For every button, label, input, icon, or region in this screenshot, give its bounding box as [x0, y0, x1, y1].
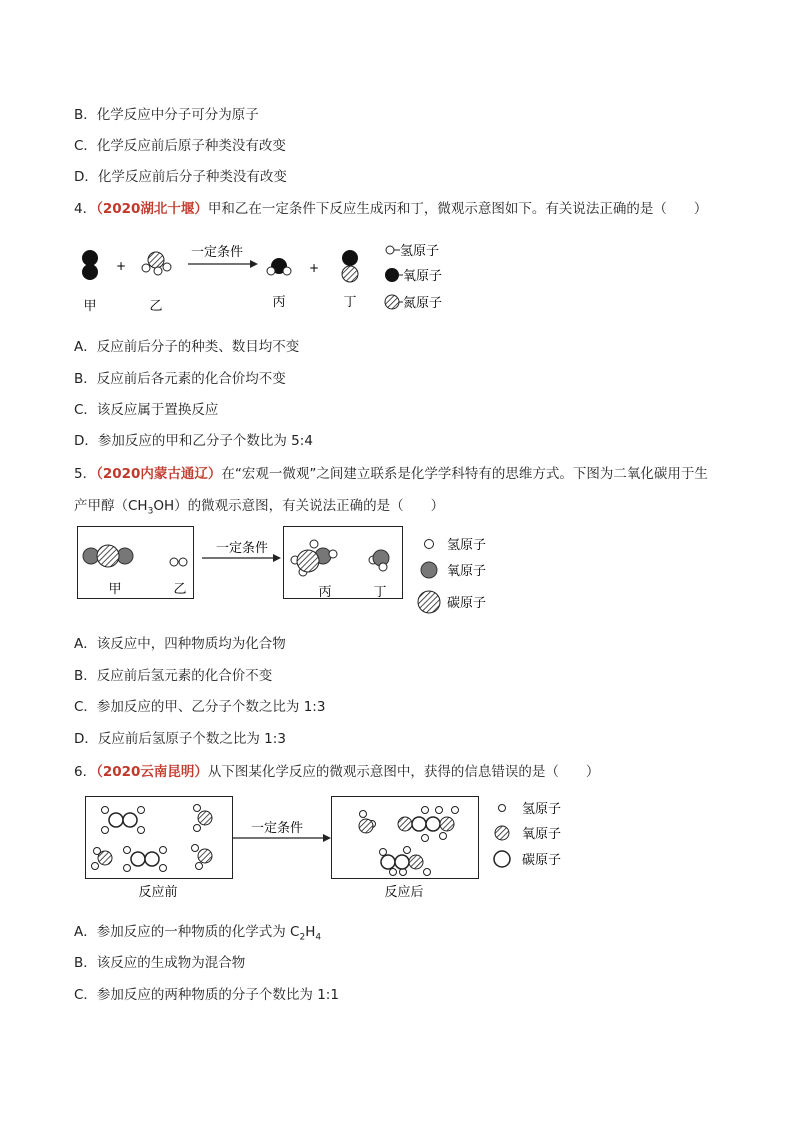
- q4-label-yi: 乙: [149, 299, 163, 314]
- q5-label-ding: 丁: [373, 585, 387, 600]
- q4-label-ding: 丁: [343, 295, 357, 310]
- q6-legend-c: 碳原子: [522, 853, 562, 868]
- q6-molecule-h2o-2: [92, 848, 113, 870]
- q6-arrow-label: 一定条件: [250, 821, 304, 836]
- q5-stem-part-b: OH）的微观示意图，有关说法正确的是（ ）: [153, 498, 445, 514]
- q5-stem-line2: [74, 494, 444, 517]
- q6-label-after: 反应后: [384, 885, 424, 900]
- q5-molecule-yi: [170, 558, 187, 566]
- q4-stem-text: 甲和乙在一定条件下反应生成丙和丁，微观示意图如下。有关说法正确的是（ ）: [207, 201, 708, 217]
- q4-option-a: A．反应前后分子的种类、数目均不变: [74, 339, 300, 355]
- q6-stem-text: 从下图某化学反应的微观示意图中，获得的信息错误的是（ ）: [207, 764, 600, 780]
- q5-legend-o: 氧原子: [447, 564, 487, 579]
- q6-option-a-text: A．参加反应的一种物质的化学式为 C: [74, 924, 300, 940]
- q4-label-jia: 甲: [83, 299, 97, 314]
- q3-option-d: D．化学反应前后分子种类没有改变: [74, 169, 287, 185]
- q4-option-c: C．该反应属于置换反应: [74, 402, 219, 418]
- q6-molecule-product-3: [380, 847, 431, 876]
- q5-stem-text: 在“宏观一微观”之间建立联系是化学学科特有的思维方式。下图为二氧化碳用于生: [221, 466, 708, 482]
- q5-label-bing: 丙: [318, 585, 332, 600]
- q5-molecule-bing: [291, 540, 337, 576]
- q5-option-b: B．反应前后氢元素的化合价不变: [74, 668, 273, 684]
- q6-option-a-h: H: [305, 924, 316, 940]
- q6-legend: [494, 802, 561, 868]
- q5-stem-part-a: 产甲醇（CH: [74, 498, 148, 514]
- q4-option-d: D．参加反应的甲和乙分子个数比为 5:4: [74, 433, 313, 449]
- q4-diagram: [74, 236, 494, 326]
- q5-legend: [418, 538, 486, 613]
- q6-molecule-product-2: [398, 807, 459, 842]
- q5-source: （2020内蒙古通辽）: [96, 466, 222, 482]
- q4-option-b: B．反应前后各元素的化合价均不变: [74, 371, 286, 387]
- q4-molecule-yi: [142, 252, 171, 275]
- q5-stem-subscript: 3: [147, 506, 154, 517]
- q5-number: 5．: [74, 466, 97, 482]
- q4-stem: [74, 197, 707, 217]
- q6-molecule-c2h4-1: [102, 807, 145, 834]
- q6-number: 6．: [74, 764, 97, 780]
- q6-stem: [74, 760, 599, 780]
- q6-label-before: 反应前: [138, 885, 178, 900]
- q4-arrow-label: 一定条件: [190, 245, 244, 260]
- q6-molecule-h2o-1: [194, 805, 213, 832]
- q6-option-a-sub1: 2: [299, 932, 306, 943]
- q5-molecule-jia: [83, 545, 133, 567]
- q4-plus-2: +: [308, 261, 320, 275]
- q4-legend: [385, 244, 442, 311]
- q4-source: （2020湖北十堰）: [96, 201, 208, 217]
- q4-legend-h: 氢原子: [400, 244, 440, 259]
- q5-diagram: [77, 526, 517, 616]
- q6-option-c: C．参加反应的两种物质的分子个数比为 1:1: [74, 987, 339, 1003]
- q4-molecule-jia: [82, 250, 98, 280]
- q5-legend-h: 氢原子: [447, 538, 487, 553]
- q6-option-b: B．该反应的生成物为混合物: [74, 955, 246, 971]
- q5-stem-line1: [74, 462, 708, 482]
- q5-legend-c: 碳原子: [447, 596, 487, 611]
- q5-arrow-label: 一定条件: [215, 541, 269, 556]
- q3-option-b: B．化学反应中分子可分为原子: [74, 107, 259, 123]
- q5-option-a: A．该反应中，四种物质均为化合物: [74, 636, 286, 652]
- q6-option-a-sub2: 4: [315, 932, 322, 943]
- q6-molecule-h2o-3: [192, 845, 213, 870]
- q6-molecule-c2h4-2: [124, 847, 167, 872]
- q5-label-jia: 甲: [108, 582, 122, 597]
- q5-molecule-ding: [369, 550, 389, 571]
- q6-option-a: [74, 920, 321, 943]
- q6-source: （2020云南昆明）: [96, 764, 208, 780]
- q4-molecule-bing: [267, 258, 291, 275]
- q4-plus-1: +: [115, 259, 127, 273]
- q3-option-c: C．化学反应前后原子种类没有改变: [74, 138, 286, 154]
- q4-label-bing: 丙: [272, 295, 286, 310]
- q6-molecule-product-1: [359, 811, 376, 834]
- q6-diagram: [85, 796, 585, 906]
- q5-option-d: D．反应前后氢原子个数之比为 1:3: [74, 731, 286, 747]
- q6-legend-o: 氧原子: [522, 827, 562, 842]
- q4-legend-o: 氧原子: [403, 269, 443, 284]
- q4-number: 4．: [74, 201, 97, 217]
- q4-molecule-ding: [342, 250, 358, 282]
- q6-legend-h: 氢原子: [522, 802, 562, 817]
- q5-label-yi: 乙: [173, 582, 187, 597]
- q5-option-c: C．参加反应的甲、乙分子个数之比为 1:3: [74, 699, 326, 715]
- q4-legend-n: 氮原子: [403, 296, 443, 311]
